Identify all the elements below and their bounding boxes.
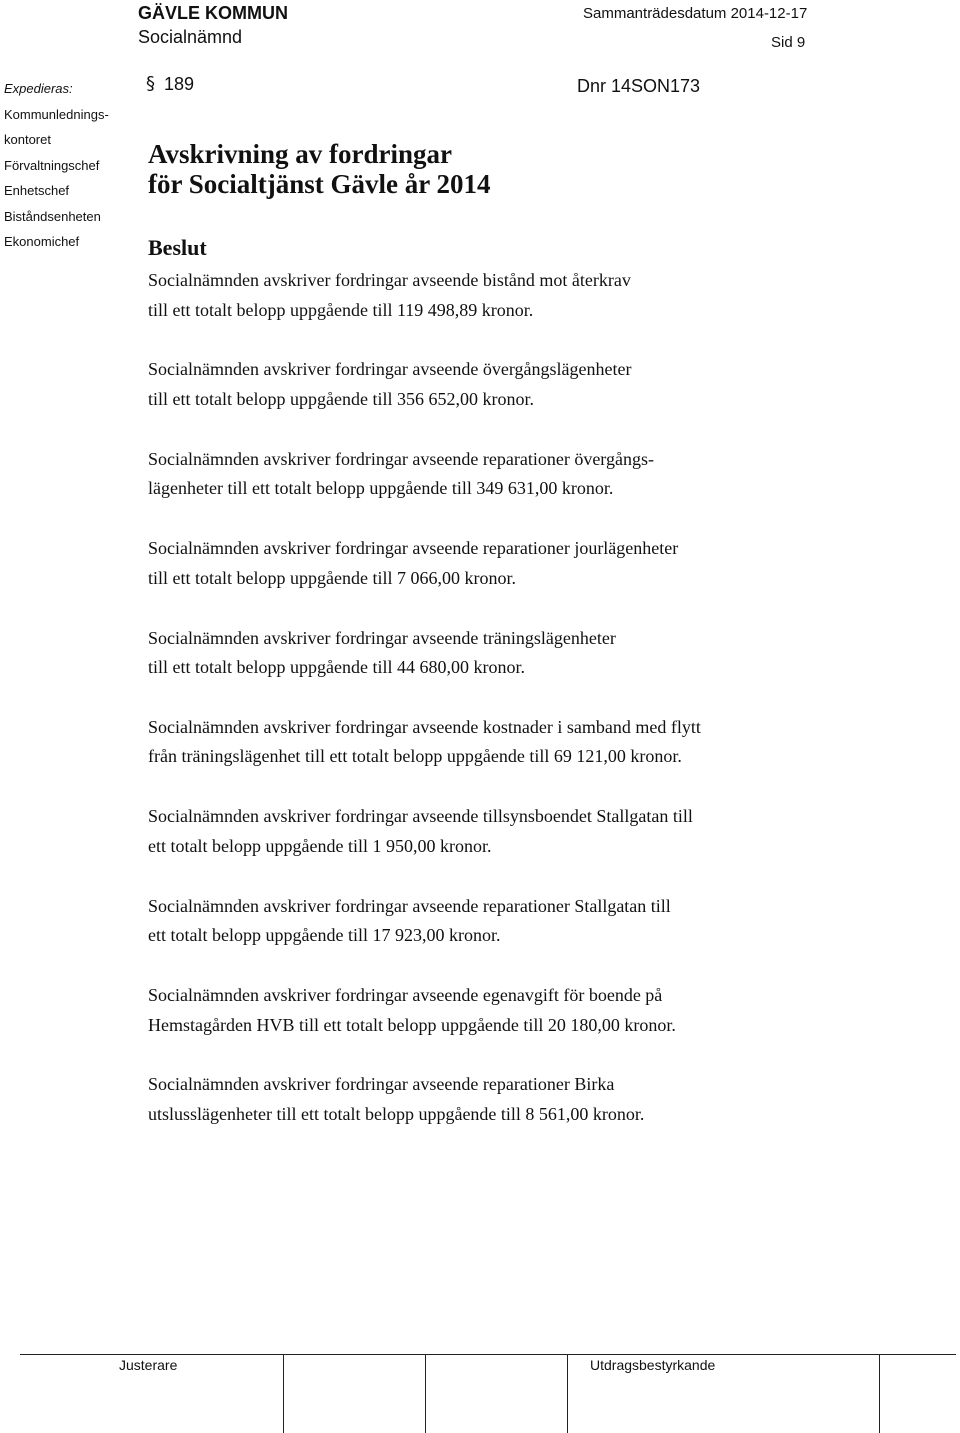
recipient: Kommunlednings- bbox=[4, 106, 109, 122]
paragraph bbox=[148, 802, 848, 861]
paragraph-line: Socialnämnden avskriver fordringar avseende kostnader i samband med flytt bbox=[148, 716, 701, 737]
paragraph-line: Socialnämnden avskriver fordringar avseende tillsynsboendet Stallgatan till bbox=[148, 806, 693, 827]
page-number: Sid 9 bbox=[771, 34, 806, 51]
paragraph-line: utslusslägenheter till ett totalt belopp uppgående till 8 561,00 kronor. bbox=[148, 1103, 645, 1124]
paragraph-line: ett totalt belopp uppgående till 1 950,00 kronor. bbox=[148, 835, 492, 856]
paragraph-line: Socialnämnden avskriver fordringar avseende bistånd mot återkrav bbox=[148, 270, 631, 290]
title-line: för Socialtjänst Gävle år 2014 bbox=[148, 169, 491, 199]
title-line: Avskrivning av fordringar bbox=[148, 139, 453, 169]
paragraph-line: till ett totalt belopp uppgående till 356 652,00 kronor. bbox=[148, 388, 534, 409]
paragraph-line: Hemstagården HVB till ett totalt belopp uppgående till 20 180,00 kronor. bbox=[148, 1014, 676, 1035]
paragraph bbox=[148, 713, 848, 772]
paragraph bbox=[148, 266, 848, 325]
signature-box-divider bbox=[425, 1354, 426, 1433]
footer-divider bbox=[20, 1354, 956, 1355]
decision-body bbox=[148, 266, 848, 1160]
distribution-label: Expedieras: bbox=[4, 81, 73, 96]
paragraph-line: från träningslägenhet till ett totalt belopp uppgående till 69 121,00 kronor. bbox=[148, 746, 682, 767]
recipient: Förvaltningschef bbox=[4, 157, 100, 173]
paragraph-line: Socialnämnden avskriver fordringar avseende reparationer Stallgatan till bbox=[148, 895, 671, 916]
recipient: Biståndsenheten bbox=[4, 208, 101, 224]
registry-number: Dnr 14SON173 bbox=[577, 76, 701, 96]
decision-heading: Beslut bbox=[148, 235, 207, 260]
section-symbol: § bbox=[146, 73, 155, 94]
recipient: Enhetschef bbox=[4, 183, 70, 198]
paragraph-line: till ett totalt belopp uppgående till 44 680,00 kronor. bbox=[148, 657, 525, 678]
utdragsbestyrkande-label: Utdragsbestyrkande bbox=[590, 1357, 716, 1373]
document-title bbox=[148, 139, 490, 199]
distribution-list bbox=[4, 76, 132, 255]
paragraph bbox=[148, 445, 848, 504]
paragraph-line: till ett totalt belopp uppgående till 119 498,89 kronor. bbox=[148, 299, 534, 320]
meeting-date: Sammanträdesdatum 2014-12-17 bbox=[583, 5, 808, 22]
signature-box-divider bbox=[283, 1354, 284, 1433]
paragraph bbox=[148, 534, 848, 593]
paragraph-line: Socialnämnden avskriver fordringar avseende reparationer övergångs- bbox=[148, 448, 654, 469]
paragraph bbox=[148, 355, 848, 414]
paragraph-line: Socialnämnden avskriver fordringar avseende övergångslägenheter bbox=[148, 359, 632, 380]
paragraph-line: Socialnämnden avskriver fordringar avseende reparationer jourlägenheter bbox=[148, 538, 679, 559]
section-number: 189 bbox=[164, 74, 195, 94]
paragraph-line: till ett totalt belopp uppgående till 7 066,00 kronor. bbox=[148, 567, 516, 588]
paragraph bbox=[148, 981, 848, 1040]
paragraph-line: Socialnämnden avskriver fordringar avseende reparationer Birka bbox=[148, 1074, 615, 1095]
justerare-label: Justerare bbox=[119, 1357, 178, 1373]
paragraph-line: lägenheter till ett totalt belopp uppgående till 349 631,00 kronor. bbox=[148, 478, 614, 499]
committee-name: Socialnämnd bbox=[138, 27, 243, 47]
paragraph-line: Socialnämnden avskriver fordringar avseende träningslägenheter bbox=[148, 627, 616, 648]
signature-box-divider bbox=[567, 1354, 568, 1433]
paragraph bbox=[148, 624, 848, 683]
paragraph bbox=[148, 892, 848, 951]
paragraph bbox=[148, 1070, 848, 1129]
paragraph-line: ett totalt belopp uppgående till 17 923,00 kronor. bbox=[148, 925, 501, 946]
recipient: Ekonomichef bbox=[4, 234, 80, 249]
paragraph-line: Socialnämnden avskriver fordringar avseende egenavgift för boende på bbox=[148, 985, 663, 1005]
signature-box-divider bbox=[879, 1354, 880, 1433]
municipality-name: GÄVLE KOMMUN bbox=[138, 3, 288, 23]
recipient: kontoret bbox=[4, 132, 51, 147]
